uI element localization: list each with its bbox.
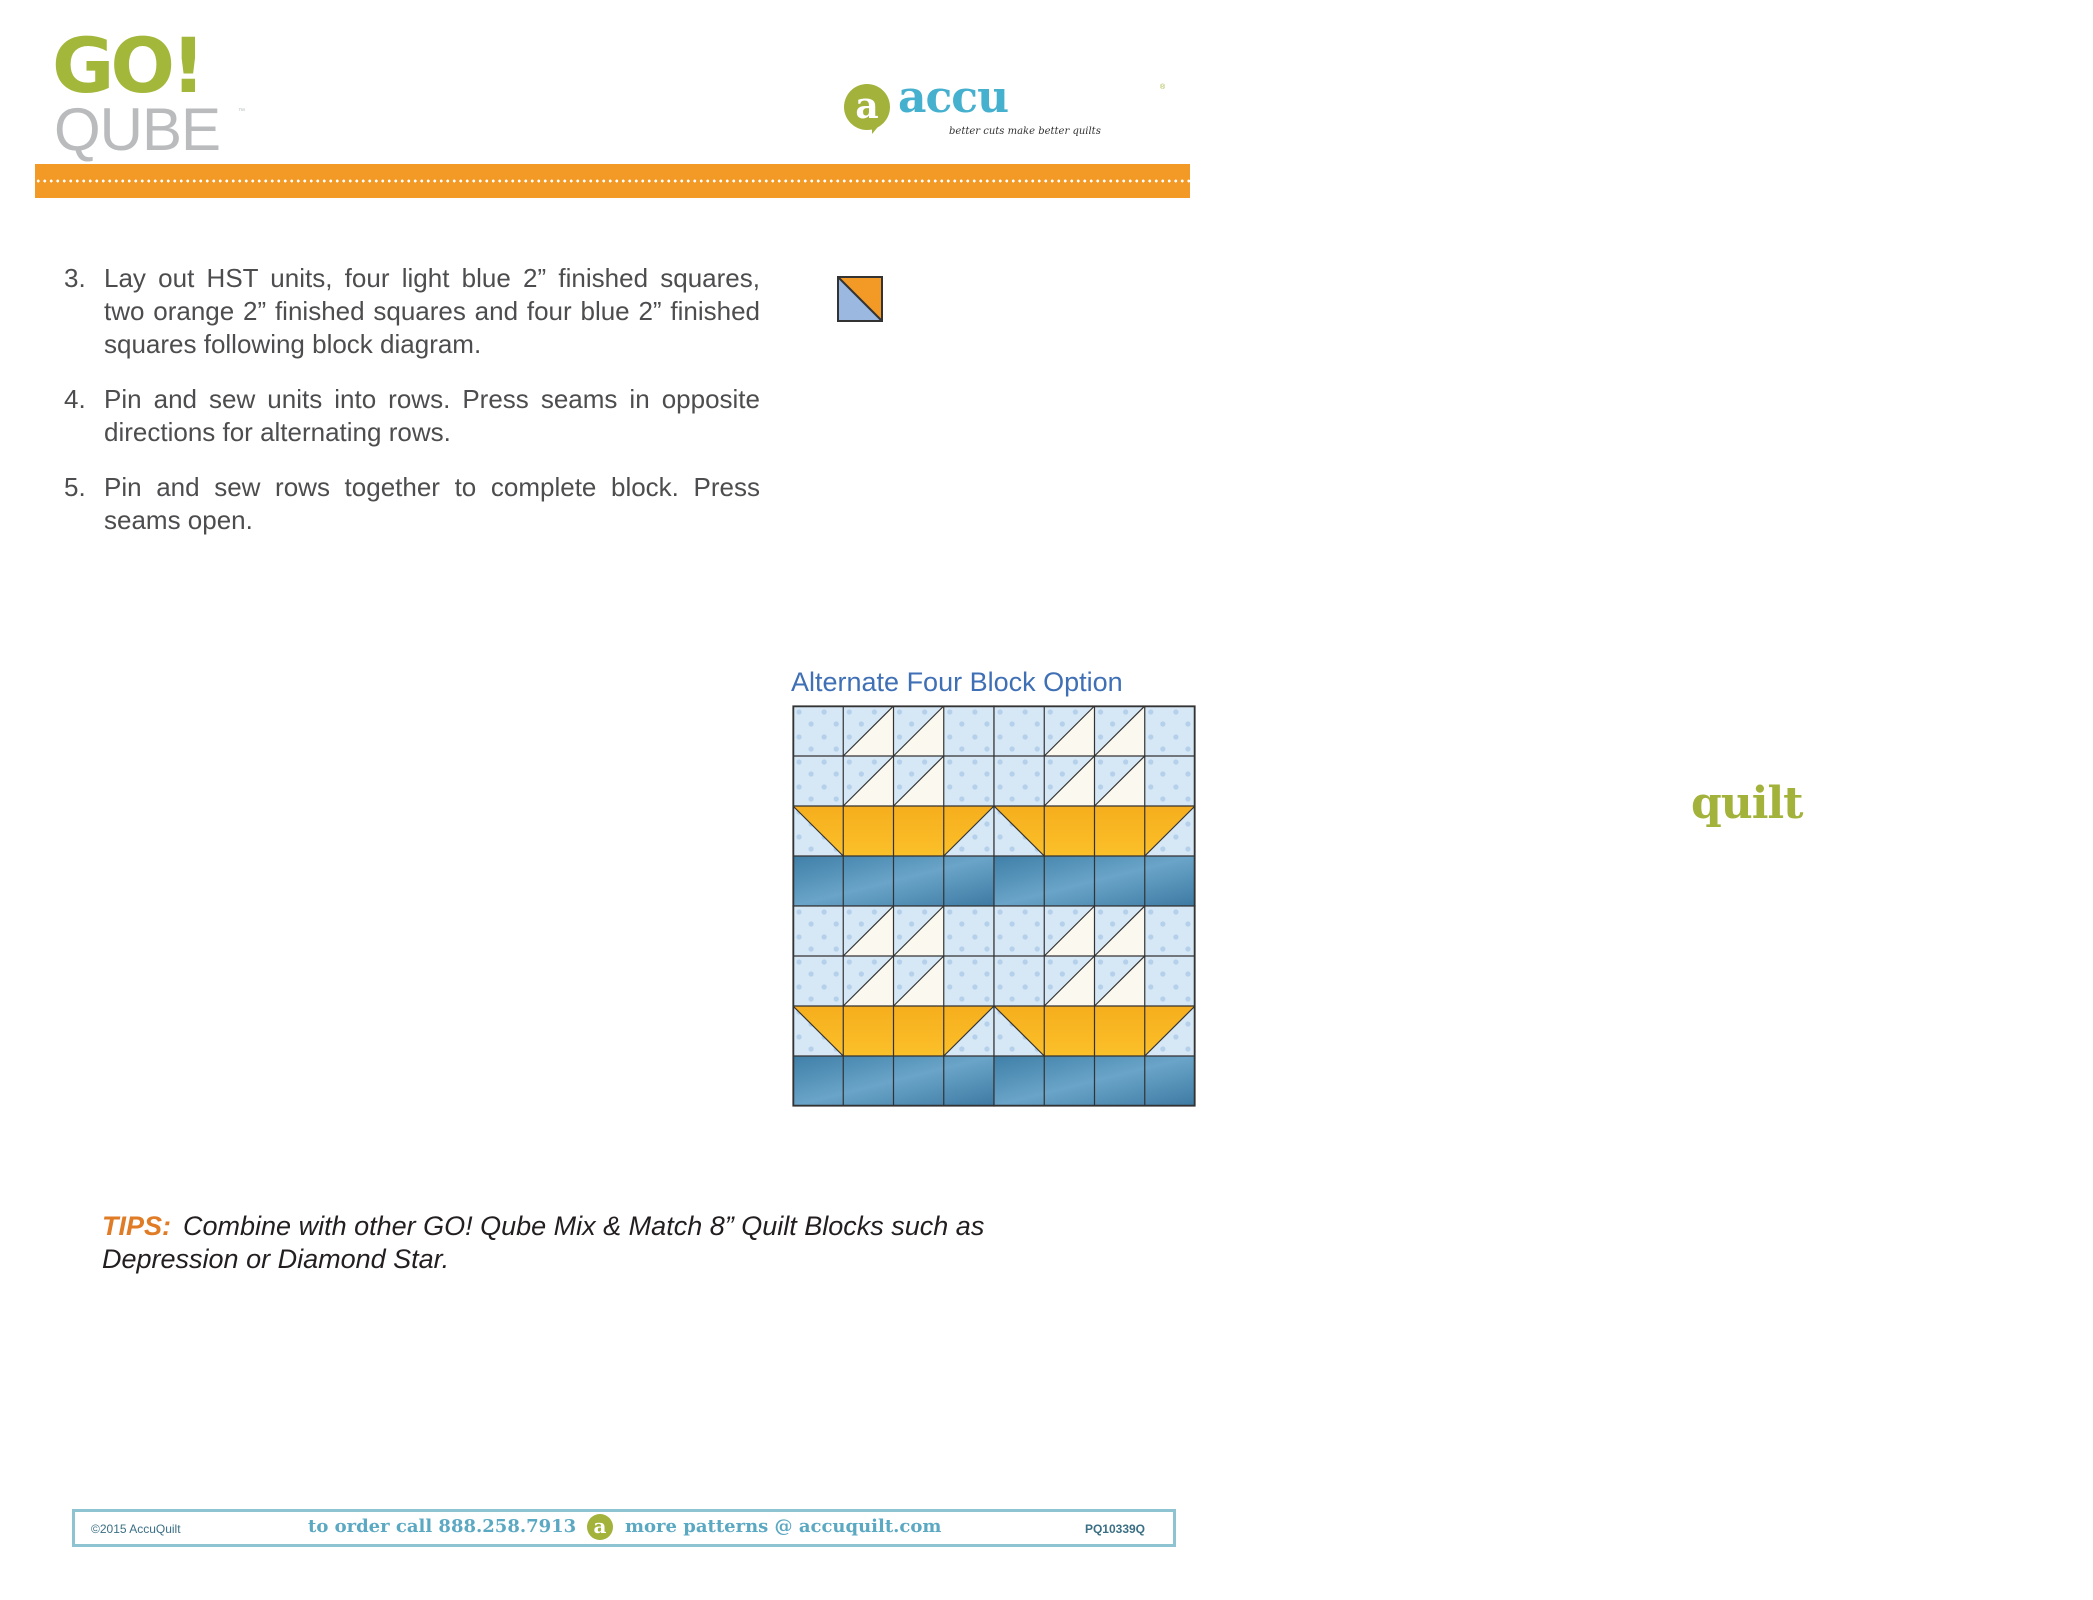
step-item	[64, 383, 760, 449]
footer-bar	[72, 1509, 1176, 1547]
step-item	[64, 471, 760, 537]
step-number: 4.	[64, 384, 86, 414]
alternate-four-block-diagram	[793, 706, 1195, 1106]
wordmark-accu: accu	[898, 72, 1009, 123]
registered-mark: ®	[1160, 84, 1166, 91]
copyright-text: ©2015 AccuQuilt	[91, 1522, 181, 1536]
hst-unit-icon	[837, 276, 883, 322]
stitch-dots-divider	[35, 179, 1190, 183]
trademark-mark: ™	[238, 108, 245, 115]
step-text: Pin and sew rows together to complete block. Press seams open.	[104, 472, 760, 535]
go-qube-logo	[52, 21, 252, 163]
logo-qube-text: QUBE	[54, 96, 221, 163]
more-patterns-link[interactable]: more patterns @ accuquilt.com	[625, 1516, 942, 1537]
pattern-code: PQ10339Q	[1084, 1522, 1145, 1536]
logo-go-text: GO!	[52, 21, 202, 110]
tips-text: Combine with other GO! Qube Mix & Match 8” Quilt Blocks such as Depression or Diamond Star.	[102, 1211, 985, 1274]
step-text: Lay out HST units, four light blue 2” finished squares, two orange 2” finished squares and four blue 2” finished squares following block diagram.	[104, 263, 760, 359]
wordmark-quilt: quilt	[1691, 778, 1803, 829]
header-orange-band	[35, 164, 1190, 198]
instruction-steps	[64, 262, 760, 559]
accuquilt-a-icon: a	[587, 1514, 613, 1540]
tips-note	[102, 1210, 1062, 1276]
accuquilt-tagline: better cuts make better quilts	[949, 126, 1101, 137]
step-text: Pin and sew units into rows. Press seams in opposite directions for alternating rows.	[104, 384, 760, 447]
step-number: 5.	[64, 472, 86, 502]
alternate-block-title: Alternate Four Block Option	[791, 667, 1123, 697]
step-number: 3.	[64, 263, 86, 293]
step-item	[64, 262, 760, 361]
accuquilt-a-icon: a	[844, 84, 890, 130]
tips-label: TIPS:	[102, 1211, 172, 1241]
order-phone-text: to order call 888.258.7913	[308, 1516, 577, 1537]
